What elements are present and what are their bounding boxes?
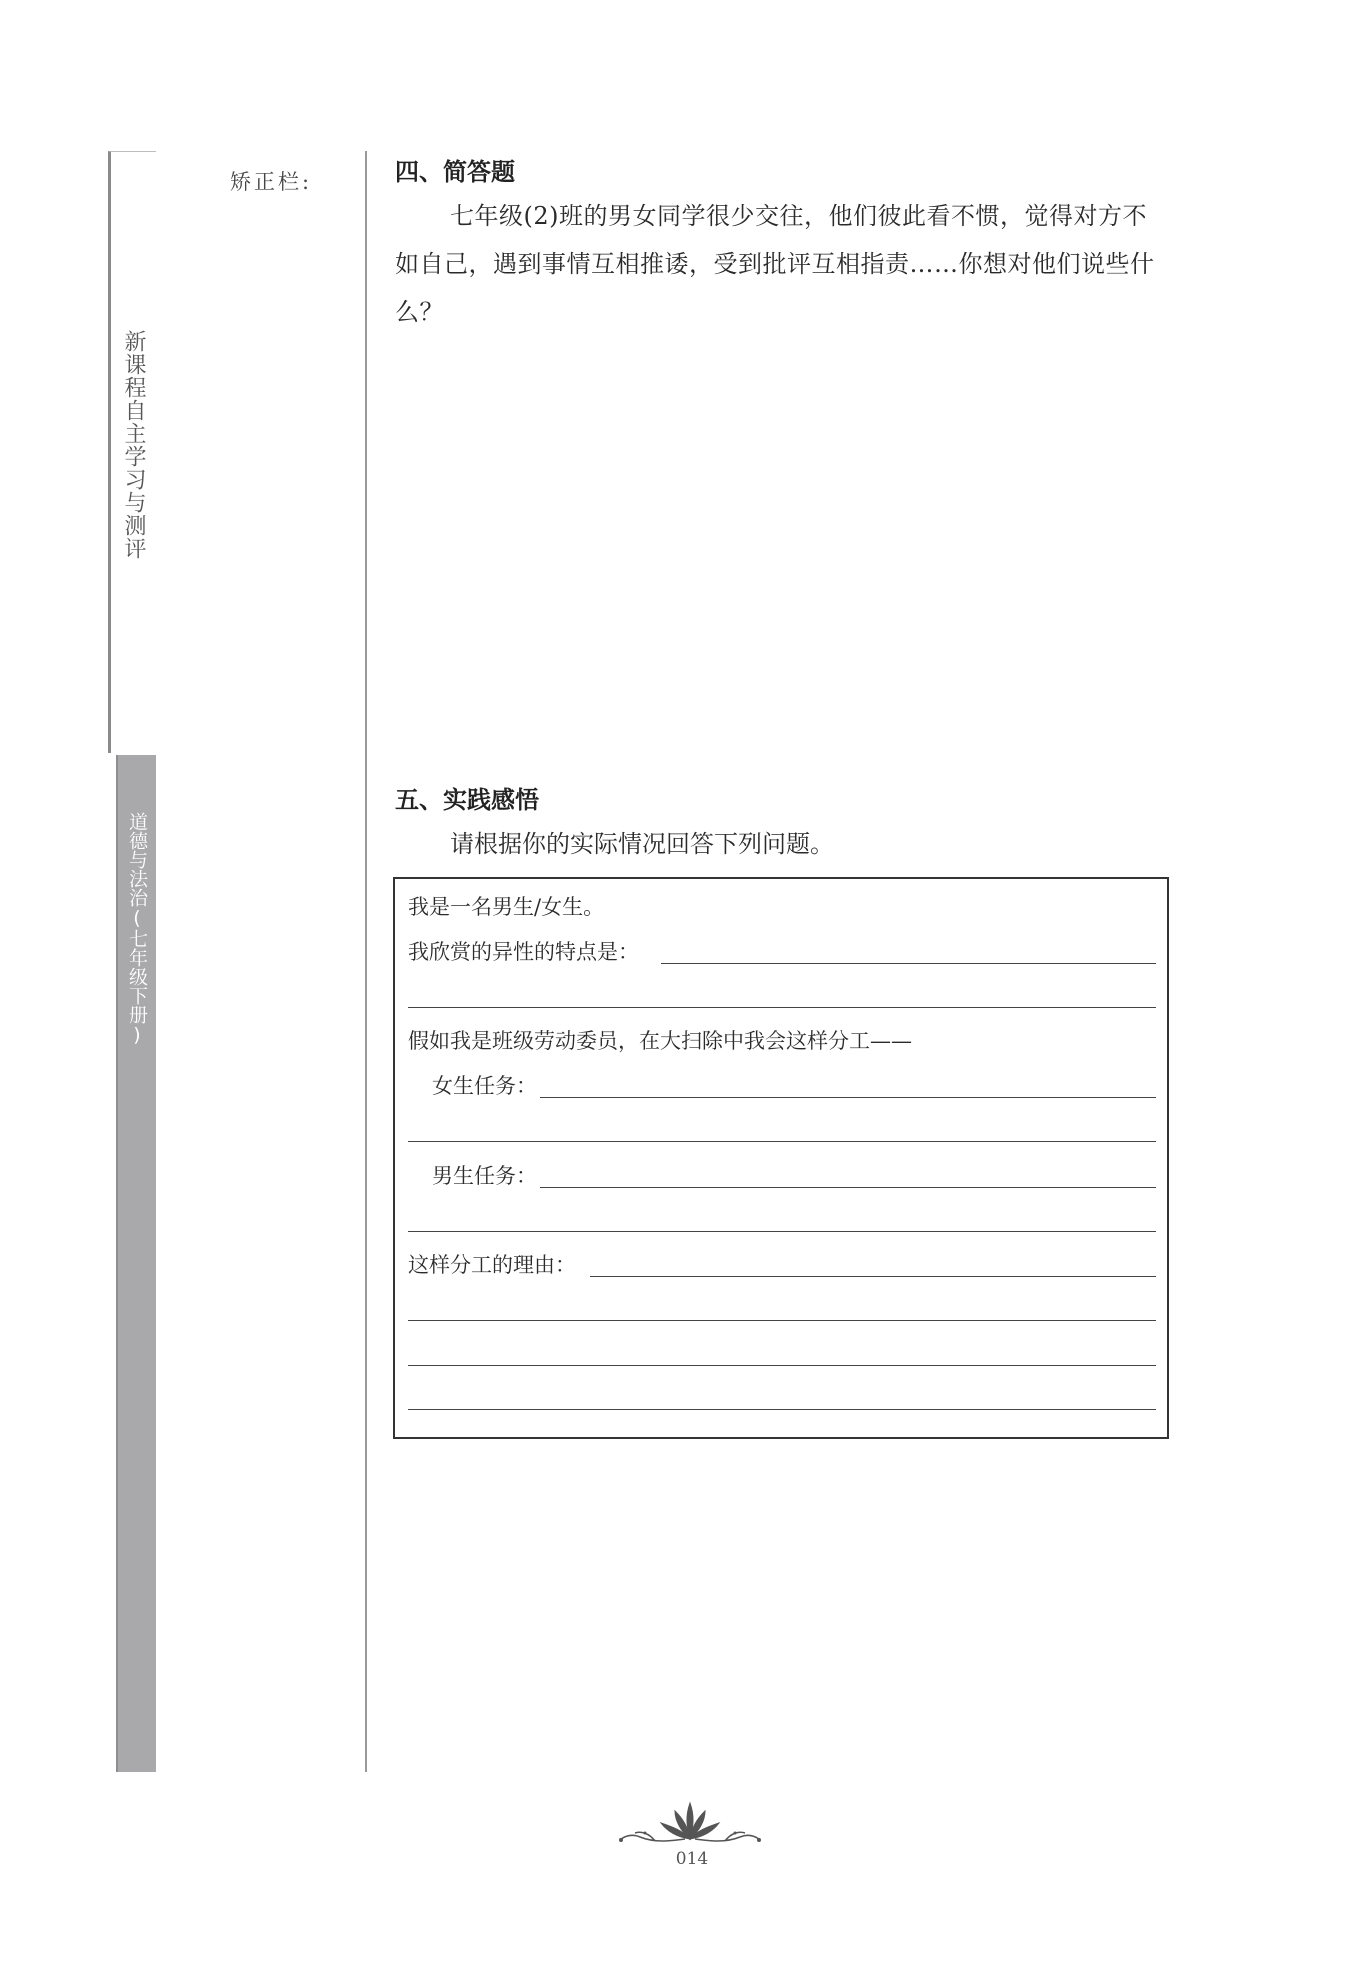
girls-task-answer-line-1[interactable] [540,1097,1156,1098]
admired-traits-answer-line-1[interactable] [661,963,1156,964]
section5-instruction: 请根据你的实际情况回答下列问题。 [450,830,834,858]
section5-heading: 五、实践感悟 [395,786,539,814]
series-title: 新课程自主学习与测评 [121,330,146,560]
reason-answer-line-2[interactable] [408,1320,1156,1321]
admired-traits-label: 我欣赏的异性的特点是： [408,940,639,964]
boys-task-label: 男生任务： [432,1164,537,1188]
page-number: 014 [675,1849,709,1869]
book-title: 道德与法治(七年级下册) [126,812,148,1046]
girls-task-label: 女生任务： [432,1074,537,1098]
reason-answer-line-3[interactable] [408,1365,1156,1366]
labor-division-prompt: 假如我是班级劳动委员，在大扫除中我会这样分工—— [408,1029,912,1053]
boys-task-answer-line-2[interactable] [408,1231,1156,1232]
gender-statement: 我是一名男生/女生。 [408,895,605,919]
reason-label: 这样分工的理由： [408,1253,576,1277]
reason-answer-line-1[interactable] [590,1276,1156,1277]
answer-box [393,877,1169,1439]
correction-column-divider [365,151,367,1772]
leaf-flourish-icon [615,1797,765,1847]
boys-task-answer-line-1[interactable] [540,1187,1156,1188]
admired-traits-answer-line-2[interactable] [408,1007,1156,1008]
girls-task-answer-line-2[interactable] [408,1141,1156,1142]
reason-answer-line-4[interactable] [408,1409,1156,1410]
section4-heading: 四、简答题 [395,158,515,186]
section4-question: 七年级(2)班的男女同学很少交往，他们彼此看不惯，觉得对方不如自己，遇到事情互相推诿，受到批评互相指责……你想对他们说些什么？ [395,202,1155,326]
correction-column-label: 矫正栏: [230,170,313,194]
